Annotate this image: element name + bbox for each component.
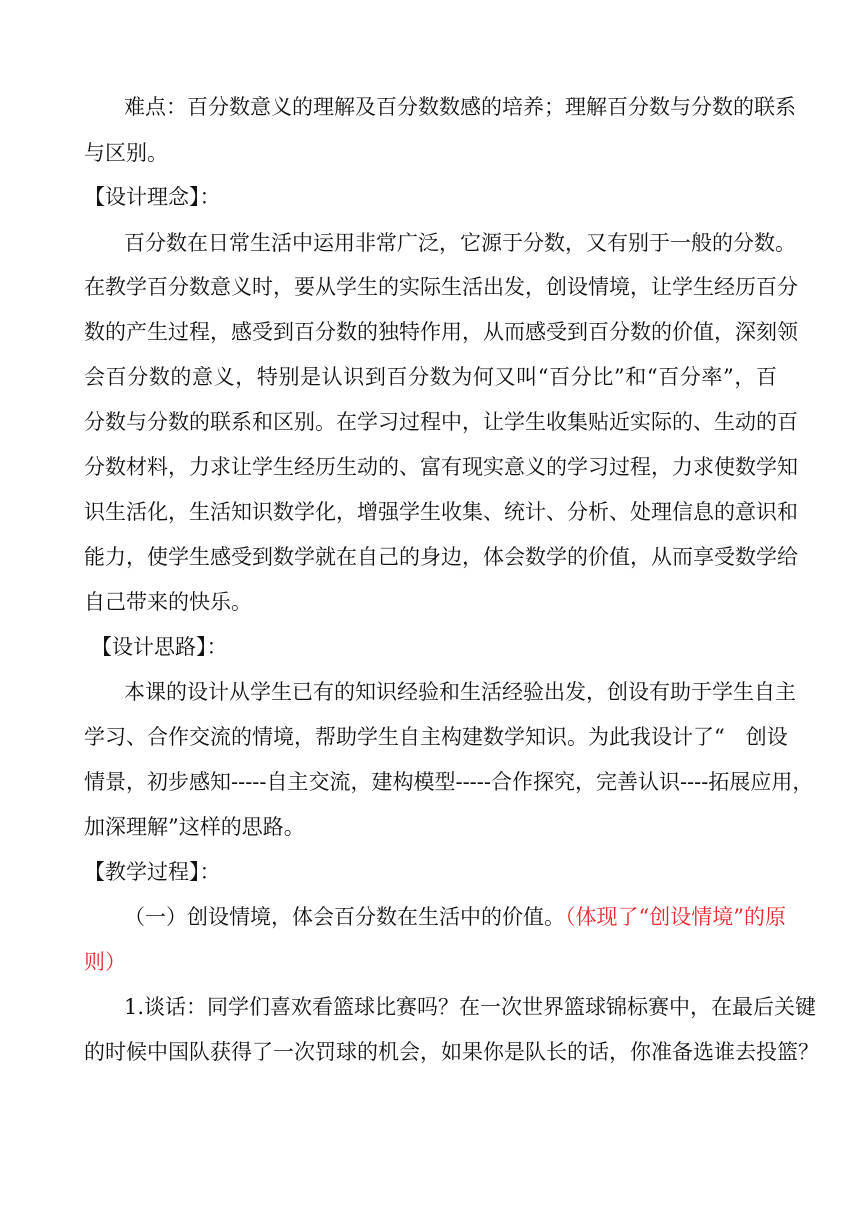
design-idea-line: 情景，初步感知-----自主交流，建构模型-----合作探究，完善认识----拓展应用， bbox=[84, 770, 814, 794]
process-step-1-note: （体现了“创设情境”的原 bbox=[565, 905, 786, 929]
talk-line: 1.谈话：同学们喜欢看篮球比赛吗？在一次世界篮球锦标赛中，在最后关键 bbox=[124, 995, 817, 1019]
design-concept-heading: 【设计理念】： bbox=[84, 185, 221, 209]
design-concept-line: 会百分数的意义，特别是认识到百分数为何又叫“百分比”和“百分率”，百 bbox=[84, 365, 777, 389]
design-idea-line: 学习、合作交流的情境，帮助学生自主构建数学知识。为此我设计了“ 创设 bbox=[84, 725, 788, 749]
design-idea-heading: 【设计思路】： bbox=[91, 635, 228, 659]
difficulty-line-1: 难点：百分数意义的理解及百分数数感的培养；理解百分数与分数的联系 bbox=[124, 95, 796, 119]
process-step-1 bbox=[124, 902, 786, 932]
teaching-process-heading: 【教学过程】： bbox=[84, 860, 221, 884]
design-concept-line: 分数与分数的联系和区别。在学习过程中，让学生收集贴近实际的、生动的百 bbox=[84, 410, 798, 434]
design-concept-line: 自己带来的快乐。 bbox=[84, 590, 252, 614]
design-concept-line: 数的产生过程，感受到百分数的独特作用，从而感受到百分数的价值，深刻领 bbox=[84, 320, 798, 344]
process-step-1-text: （一）创设情境，体会百分数在生活中的价值。 bbox=[124, 905, 565, 929]
design-concept-line: 识生活化，生活知识数学化，增强学生收集、统计、分析、处理信息的意识和 bbox=[84, 500, 798, 524]
design-idea-line: 加深理解”这样的思路。 bbox=[84, 815, 305, 839]
design-concept-line: 能力，使学生感受到数学就在自己的身边，体会数学的价值，从而享受数学给 bbox=[84, 545, 798, 569]
talk-line: 的时候中国队获得了一次罚球的机会，如果你是队长的话，你准备选谁去投篮？ bbox=[84, 1040, 819, 1064]
design-concept-line: 在教学百分数意义时，要从学生的实际生活出发，创设情境，让学生经历百分 bbox=[84, 275, 798, 299]
difficulty-line-2: 与区别。 bbox=[84, 141, 168, 165]
process-step-1-note-continued: 则） bbox=[84, 950, 126, 974]
design-idea-line: 本课的设计从学生已有的知识经验和生活经验出发，创设有助于学生自主 bbox=[124, 680, 796, 704]
design-concept-line: 百分数在日常生活中运用非常广泛，它源于分数，又有别于一般的分数。 bbox=[124, 231, 796, 255]
design-concept-line: 分数材料，力求让学生经历生动的、富有现实意义的学习过程，力求使数学知 bbox=[84, 455, 798, 479]
